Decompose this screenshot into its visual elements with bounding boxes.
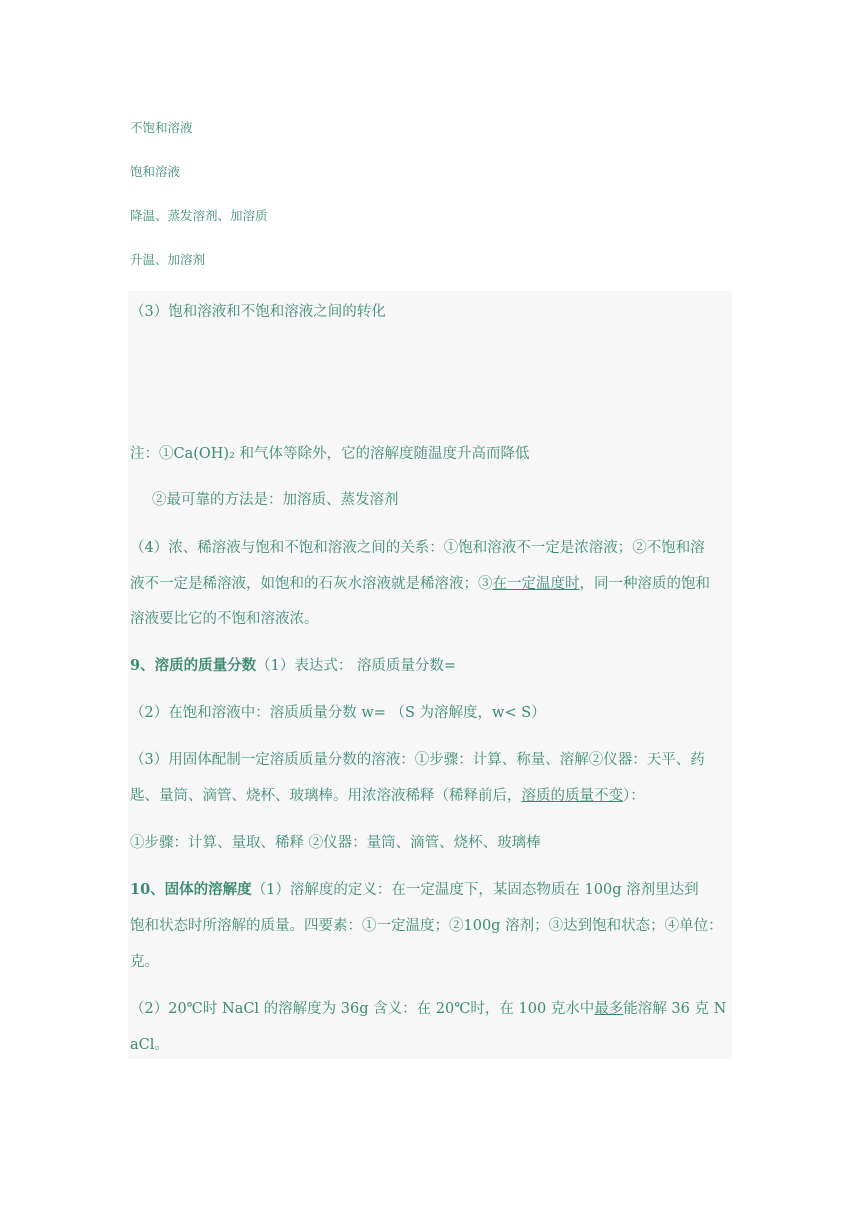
section-10-heading: 10、固体的溶解度	[130, 881, 252, 898]
note-2: ②最可靠的方法是：加溶质、蒸发溶剂	[152, 492, 399, 508]
section-9-line-2: （2）在饱和溶液中：溶质质量分数 w= （S 为溶解度，w< S）	[130, 705, 546, 721]
note-1: 注：①Ca(OH)₂ 和气体等除外，它的溶解度随温度升高而降低	[130, 446, 530, 462]
underline-at-certain-temperature: 在一定温度时	[492, 576, 580, 592]
section-9-line-4: 匙、量筒、滴管、烧杯、玻璃棒。用浓溶液稀释（稀释前后，溶质的质量不变）：	[130, 788, 645, 804]
caption-cool-evaporate-add-solute: 降温、蒸发溶剂、加溶质	[130, 208, 268, 223]
section-9-line-5: ①步骤：计算、量取、稀释 ②仪器：量筒、滴管、烧杯、玻璃棒	[130, 835, 541, 851]
section-4-line-3: 溶液要比它的不饱和溶液浓。	[130, 611, 319, 627]
underline-solute-mass-unchanged: 溶质的质量不变	[521, 788, 623, 804]
section-10-line-4: （2）20℃时 NaCl 的溶解度为 36g 含义：在 20℃时，在 100 克水中最多能溶解 36 克 N	[130, 1001, 727, 1017]
caption-heat-add-solvent: 升温、加溶剂	[130, 252, 206, 267]
section-10-line-5: aCl。	[130, 1037, 169, 1053]
underline-at-most: 最多	[594, 1001, 624, 1017]
section-9-line-3: （3）用固体配制一定溶质质量分数的溶液：①步骤：计算、称量、溶解②仪器：天平、药	[130, 752, 705, 768]
section-10-line-3: 克。	[130, 954, 159, 970]
section-4-line-1: （4）浓、稀溶液与饱和不饱和溶液之间的关系：①饱和溶液不一定是浓溶液；②不饱和溶	[130, 540, 705, 556]
section-10-line-2: 饱和状态时所溶解的质量。四要素：①一定温度；②100g 溶剂；③达到饱和状态；④单位：	[130, 918, 723, 934]
section-9-line-1: 9、溶质的质量分数（1）表达式： 溶质质量分数=	[130, 657, 457, 674]
caption-unsaturated: 不饱和溶液	[130, 120, 193, 135]
section-10-line-1: 10、固体的溶解度（1）溶解度的定义：在一定温度下，某固态物质在 100g 溶剂里达到	[130, 881, 699, 898]
section-4-line-2: 液不一定是稀溶液，如饱和的石灰水溶液就是稀溶液；③在一定温度时，同一种溶质的饱和	[130, 576, 710, 592]
content-panel	[128, 291, 732, 1059]
caption-saturated: 饱和溶液	[130, 164, 181, 179]
section-9-heading: 9、溶质的质量分数	[130, 657, 257, 674]
section-3-title: （3）饱和溶液和不饱和溶液之间的转化	[130, 304, 386, 320]
